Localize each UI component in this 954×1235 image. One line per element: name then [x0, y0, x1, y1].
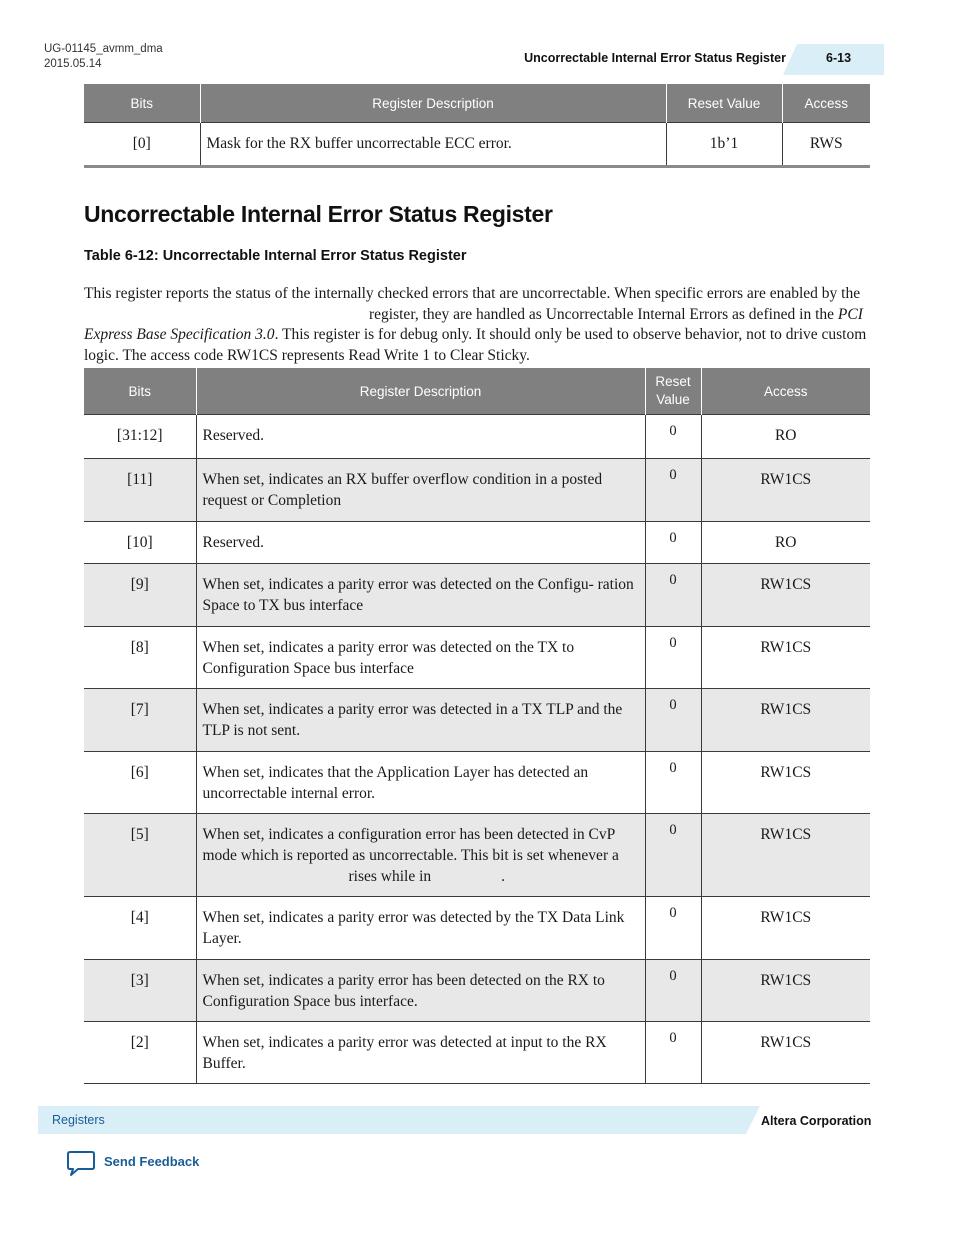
cell-bits: [7] — [84, 689, 196, 752]
cell-access: RW1CS — [701, 960, 870, 1022]
send-feedback-link[interactable]: Send Feedback — [104, 1154, 200, 1169]
cell-description: When set, indicates a parity error has been detected on the RX to Configuration Space bus interface. — [196, 960, 645, 1022]
cell-description: Reserved. — [196, 415, 645, 459]
cell-access: RO — [701, 522, 870, 564]
cell-description: When set, indicates a parity error was detected in a TX TLP and the TLP is not sent. — [196, 689, 645, 752]
cell-access: RW1CS — [701, 752, 870, 814]
cell-bits: [31:12] — [84, 415, 196, 459]
spec-reference: PCI Express Base Specification 3.0 — [84, 305, 863, 343]
cell-access: RW1CS — [701, 689, 870, 752]
intro-paragraph — [84, 284, 874, 366]
cell-reset-value: 1b’1 — [666, 123, 782, 167]
column-header-access: Access — [782, 84, 870, 123]
cell-bits: [3] — [84, 960, 196, 1022]
cell-reset-value: 0 — [645, 459, 701, 522]
cell-access: RW1CS — [701, 1022, 870, 1084]
column-header-description: Register Description — [200, 84, 666, 123]
speech-bubble-icon[interactable] — [66, 1150, 96, 1178]
table-row — [84, 564, 870, 627]
cell-bits: [4] — [84, 897, 196, 960]
cell-description: Reserved. — [196, 522, 645, 564]
footer-band — [38, 1106, 746, 1134]
table-row — [84, 415, 870, 459]
table-row — [84, 752, 870, 814]
cell-bits: [9] — [84, 564, 196, 627]
table-row — [84, 897, 870, 960]
table-caption: Table 6-12: Uncorrectable Internal Error Status Register — [84, 248, 467, 264]
document-id — [44, 42, 163, 72]
table-header-row — [84, 84, 870, 123]
cell-access: RO — [701, 415, 870, 459]
cell-description: When set, indicates a parity error was detected at input to the RX Buffer. — [196, 1022, 645, 1084]
cell-bits: [10] — [84, 522, 196, 564]
table-row — [84, 1022, 870, 1084]
cell-reset-value: 0 — [645, 522, 701, 564]
intro-text-1: This register reports the status of the internally checked errors that are uncorrectable. When specific errors are enabled by the — [84, 285, 861, 302]
cell-access: RW1CS — [701, 627, 870, 689]
table-header-row — [84, 368, 870, 415]
cell-description: Mask for the RX buffer uncorrectable ECC error. — [200, 123, 666, 167]
cell-reset-value: 0 — [645, 960, 701, 1022]
column-header-access: Access — [701, 368, 870, 415]
intro-text-2: register, they are handled as Uncorrectable Internal Errors as defined in the — [369, 305, 835, 323]
description-text-1: When set, indicates a configuration error has been detected in CvP mode which is reported as uncorrectable. This bit is set whenever a — [202, 826, 619, 864]
cell-reset-value: 0 — [645, 627, 701, 689]
column-header-reset-value: Reset Value — [645, 368, 701, 415]
cell-access: RW1CS — [701, 459, 870, 522]
section-heading: Uncorrectable Internal Error Status Register — [84, 201, 553, 227]
column-header-description: Register Description — [196, 368, 645, 415]
cell-reset-value: 0 — [645, 564, 701, 627]
cell-bits: [8] — [84, 627, 196, 689]
table-row — [84, 627, 870, 689]
cell-bits: [2] — [84, 1022, 196, 1084]
table-row — [84, 522, 870, 564]
intro-text-3: . This register is for debug only. It should only be used to observe behavior, not to drive custom logic. The access code RW1CS represents Read Write 1 to Clear Sticky. — [84, 326, 867, 364]
cell-access: RW1CS — [701, 814, 870, 897]
table-row — [84, 689, 870, 752]
cell-bits: [0] — [84, 123, 200, 167]
cell-reset-value: 0 — [645, 897, 701, 960]
uncorrectable-internal-error-status-table — [84, 368, 870, 1084]
table-row — [84, 814, 870, 897]
cell-reset-value: 0 — [645, 689, 701, 752]
cell-description: When set, indicates a parity error was detected on the TX to Configuration Space bus interface — [196, 627, 645, 689]
cell-description: When set, indicates a parity error was detected by the TX Data Link Layer. — [196, 897, 645, 960]
table-row — [84, 459, 870, 522]
doc-code: UG-01145_avmm_dma — [44, 43, 163, 55]
cell-description: When set, indicates an RX buffer overflow condition in a posted request or Completion — [196, 459, 645, 522]
cell-access: RW1CS — [701, 897, 870, 960]
description-text-2: rises while in — [348, 868, 432, 885]
doc-date: 2015.05.14 — [44, 58, 102, 70]
table-row — [84, 123, 870, 167]
registers-section-link[interactable]: Registers — [52, 1113, 105, 1127]
cell-reset-value: 0 — [645, 814, 701, 897]
page-number: 6-13 — [826, 51, 852, 65]
cell-access: RWS — [782, 123, 870, 167]
cell-bits: [6] — [84, 752, 196, 814]
cell-bits: [11] — [84, 459, 196, 522]
cell-reset-value: 0 — [645, 752, 701, 814]
cell-description: When set, indicates that the Application Layer has detected an uncorrectable internal error. — [196, 752, 645, 814]
column-header-bits: Bits — [84, 84, 200, 123]
cell-access: RW1CS — [701, 564, 870, 627]
running-title: Uncorrectable Internal Error Status Register — [524, 51, 786, 65]
cell-description: When set, indicates a parity error was detected on the Configu- ration Space to TX bus interface — [196, 564, 645, 627]
register-table-continued — [84, 84, 870, 168]
column-header-reset-value: Reset Value — [666, 84, 782, 123]
page-number-tab — [797, 44, 884, 75]
column-header-bits: Bits — [84, 368, 196, 415]
cell-bits: [5] — [84, 814, 196, 897]
company-name: Altera Corporation — [761, 1114, 872, 1128]
table-row — [84, 960, 870, 1022]
cell-description — [196, 814, 645, 897]
cell-reset-value: 0 — [645, 415, 701, 459]
description-text-3: . — [501, 868, 506, 885]
cell-reset-value: 0 — [645, 1022, 701, 1084]
